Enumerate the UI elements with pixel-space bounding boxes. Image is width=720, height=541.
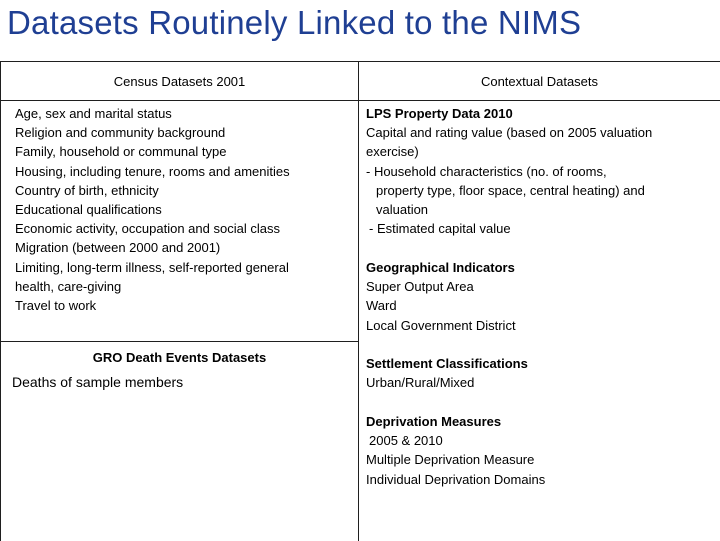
settlement-title: Settlement Classifications — [366, 356, 528, 371]
census-item: Migration (between 2000 and 2001) — [15, 240, 221, 256]
gro-header: GRO Death Events Datasets — [1, 341, 358, 372]
lps-line: valuation — [376, 202, 429, 218]
census-item: Economic activity, occupation and social class — [15, 221, 280, 237]
deprivation-line: Individual Deprivation Domains — [366, 471, 546, 487]
census-item: Age, sex and marital status — [15, 106, 172, 121]
census-item: Limiting, long-term illness, self-reported general — [15, 259, 289, 275]
lps-title: LPS Property Data 2010 — [366, 106, 513, 121]
lps-line: - Estimated capital value — [369, 221, 511, 237]
census-header: Census Datasets 2001 — [1, 62, 358, 101]
census-list — [15, 104, 345, 315]
lps-section — [366, 104, 706, 238]
census-item: Educational qualifications — [15, 202, 162, 218]
left-column — [0, 62, 359, 541]
geo-title: Geographical Indicators — [366, 260, 515, 275]
geo-line: Super Output Area — [366, 279, 474, 295]
datasets-table — [0, 61, 720, 540]
contextual-header: Contextual Datasets — [359, 62, 720, 101]
page-title: Datasets Routinely Linked to the NIMS — [7, 4, 582, 41]
deprivation-line: Multiple Deprivation Measure — [366, 452, 535, 468]
census-item: Country of birth, ethnicity — [15, 182, 159, 198]
census-item: Travel to work — [15, 298, 97, 314]
census-item: Family, household or communal type — [15, 144, 227, 160]
deprivation-title: Deprivation Measures — [366, 414, 502, 429]
right-column — [359, 62, 720, 541]
geo-line: Ward — [366, 298, 397, 314]
lps-line: Capital and rating value (based on 2005 valuation — [366, 125, 653, 141]
geo-line: Local Government District — [366, 317, 516, 333]
deprivation-section — [366, 412, 706, 489]
census-item: Housing, including tenure, rooms and amenities — [15, 163, 290, 179]
census-item: Religion and community background — [15, 125, 226, 141]
lps-line: property type, floor space, central heating) and — [376, 182, 645, 198]
lps-line: exercise) — [366, 144, 419, 160]
geo-section — [366, 258, 706, 335]
deprivation-line: 2005 & 2010 — [369, 433, 443, 449]
census-item: health, care-giving — [15, 278, 122, 294]
gro-item: Deaths of sample members — [12, 374, 184, 390]
settlement-line: Urban/Rural/Mixed — [366, 375, 475, 391]
settlement-section — [366, 354, 706, 392]
lps-line: - Household characteristics (no. of rooms, — [366, 163, 607, 179]
